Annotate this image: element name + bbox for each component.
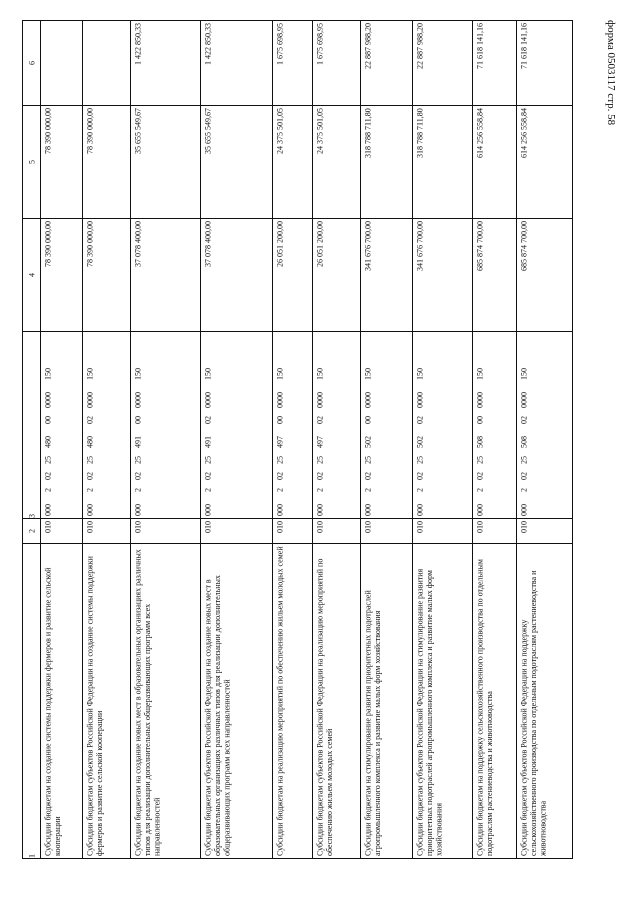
budget-code-segment: 25 xyxy=(275,456,284,464)
budget-code-segment: 0000 xyxy=(475,392,484,408)
budget-code-segment: 02 xyxy=(315,472,324,480)
column-number: 1 xyxy=(23,544,41,859)
row-name-cell: Субсидии бюджетам субъектов Российской Федерации на поддержку сельскохозяйственного производства по отдельным подотраслям растениеводства и животноводства xyxy=(517,544,573,859)
unexecuted-amount-cell: 71 618 141,16 xyxy=(473,21,517,106)
unexecuted-amount-cell: 1 422 850,33 xyxy=(201,21,273,106)
budget-code-segment: 150 xyxy=(275,368,284,380)
column-6-row xyxy=(23,21,573,106)
budget-code-cell xyxy=(361,332,413,519)
budget-code-segment: 02 xyxy=(85,416,94,424)
row-name-cell: Субсидии бюджетам на создание системы поддержки фермеров и развитие сельской кооперации xyxy=(41,544,83,859)
budget-code-segment: 497 xyxy=(315,436,324,448)
column-number: 3 xyxy=(23,332,41,519)
row-name-cell: Субсидии бюджетам на создание новых мест в образовательных организациях различных типов для реализации дополнительных общеразвивающих программ всех направленностей xyxy=(131,544,201,859)
budget-code-segment: 2 xyxy=(203,488,212,492)
budget-code-segment: 000 xyxy=(315,504,324,516)
column-4-row xyxy=(23,219,573,332)
budget-code-segment: 2 xyxy=(85,488,94,492)
unexecuted-amount-cell: 22 887 988,20 xyxy=(413,21,473,106)
column-number: 6 xyxy=(23,21,41,106)
executed-amount-cell: 318 788 711,80 xyxy=(413,106,473,219)
budget-code-segment: 25 xyxy=(519,456,528,464)
budget-code-segment: 02 xyxy=(203,416,212,424)
budget-code-segment: 480 xyxy=(43,436,52,448)
executed-amount-cell: 35 655 549,67 xyxy=(201,106,273,219)
column-5-row xyxy=(23,106,573,219)
budget-code-segment: 000 xyxy=(475,504,484,516)
row-name-cell: Субсидии бюджетам на реализацию мероприятий по обеспечению жильем молодых семей xyxy=(273,544,313,859)
unexecuted-amount-cell: 1 675 698,95 xyxy=(313,21,361,106)
budget-code-segment: 000 xyxy=(43,504,52,516)
budget-code-segment: 0000 xyxy=(415,392,424,408)
budget-code-segment: 2 xyxy=(315,488,324,492)
budget-code-segment: 02 xyxy=(85,472,94,480)
executed-amount-cell: 614 256 558,84 xyxy=(473,106,517,219)
budget-code-segment: 150 xyxy=(415,368,424,380)
row-name-cell: Субсидии бюджетам на стимулирование развития приоритетных подотраслей агропромышленного комплекса и развитие малых форм хозяйствования xyxy=(361,544,413,859)
budget-code-segment: 150 xyxy=(133,368,142,380)
executed-amount-cell: 35 655 549,67 xyxy=(131,106,201,219)
budget-code-segment: 000 xyxy=(275,504,284,516)
approved-amount-cell: 685 874 700,00 xyxy=(517,219,573,332)
column-number: 4 xyxy=(23,219,41,332)
budget-code-segment: 150 xyxy=(43,368,52,380)
budget-code-segment: 2 xyxy=(363,488,372,492)
budget-code-segment: 000 xyxy=(203,504,212,516)
budget-code-segment: 00 xyxy=(475,416,484,424)
line-code-cell: 010 xyxy=(413,519,473,544)
approved-amount-cell: 78 390 000,00 xyxy=(83,219,131,332)
budget-code-segment: 0000 xyxy=(275,392,284,408)
line-code-cell: 010 xyxy=(473,519,517,544)
line-code-cell: 010 xyxy=(313,519,361,544)
budget-code-segment: 25 xyxy=(315,456,324,464)
budget-code-segment: 00 xyxy=(275,416,284,424)
budget-code-segment: 000 xyxy=(363,504,372,516)
budget-code-cell xyxy=(473,332,517,519)
approved-amount-cell: 37 078 400,00 xyxy=(131,219,201,332)
budget-code-segment: 000 xyxy=(133,504,142,516)
budget-code-segment: 502 xyxy=(363,436,372,448)
budget-code-segment: 0000 xyxy=(363,392,372,408)
budget-code-segment: 25 xyxy=(133,456,142,464)
budget-code-segment: 02 xyxy=(133,472,142,480)
column-number: 2 xyxy=(23,519,41,544)
budget-code-segment: 25 xyxy=(363,456,372,464)
budget-code-segment: 02 xyxy=(415,416,424,424)
line-code-cell: 010 xyxy=(273,519,313,544)
budget-code-segment: 02 xyxy=(315,416,324,424)
budget-code-segment: 00 xyxy=(133,416,142,424)
budget-code-segment: 02 xyxy=(43,472,52,480)
budget-code-cell xyxy=(313,332,361,519)
budget-code-segment: 02 xyxy=(475,472,484,480)
budget-code-segment: 02 xyxy=(363,472,372,480)
line-code-cell: 010 xyxy=(517,519,573,544)
unexecuted-amount-cell: 1 422 850,33 xyxy=(131,21,201,106)
budget-code-segment: 508 xyxy=(475,436,484,448)
budget-code-segment: 0000 xyxy=(315,392,324,408)
budget-code-segment: 0000 xyxy=(203,392,212,408)
row-name-cell: Субсидии бюджетам субъектов Российской Федерации на стимулирование развития приоритетных подотраслей агропромышленного комплекса и развитие малых форм хозяйствования xyxy=(413,544,473,859)
budget-code-segment: 150 xyxy=(315,368,324,380)
row-name-cell: Субсидии бюджетам субъектов Российской Федерации на создание системы поддержки фермеров и развитие сельской кооперации xyxy=(83,544,131,859)
budget-code-segment: 000 xyxy=(85,504,94,516)
budget-code-segment: 0000 xyxy=(519,392,528,408)
executed-amount-cell: 78 390 000,00 xyxy=(83,106,131,219)
approved-amount-cell: 37 078 400,00 xyxy=(201,219,273,332)
budget-code-segment: 0000 xyxy=(85,392,94,408)
budget-code-segment: 0000 xyxy=(43,392,52,408)
column-1-row xyxy=(23,544,573,859)
budget-code-segment: 491 xyxy=(133,436,142,448)
form-header: форма 0503117 стр. 58 xyxy=(605,20,617,126)
budget-code-segment: 508 xyxy=(519,436,528,448)
budget-code-segment: 497 xyxy=(275,436,284,448)
executed-amount-cell: 24 375 501,05 xyxy=(273,106,313,219)
approved-amount-cell: 26 051 200,00 xyxy=(273,219,313,332)
budget-code-segment: 02 xyxy=(415,472,424,480)
approved-amount-cell: 341 676 700,00 xyxy=(413,219,473,332)
budget-code-cell xyxy=(517,332,573,519)
approved-amount-cell: 26 051 200,00 xyxy=(313,219,361,332)
budget-code-segment: 000 xyxy=(415,504,424,516)
executed-amount-cell: 24 375 501,05 xyxy=(313,106,361,219)
line-code-cell: 010 xyxy=(201,519,273,544)
approved-amount-cell: 685 874 700,00 xyxy=(473,219,517,332)
budget-code-segment: 02 xyxy=(519,472,528,480)
budget-code-segment: 150 xyxy=(203,368,212,380)
budget-code-segment: 2 xyxy=(475,488,484,492)
budget-code-segment: 2 xyxy=(415,488,424,492)
executed-amount-cell: 318 788 711,80 xyxy=(361,106,413,219)
budget-code-segment: 00 xyxy=(363,416,372,424)
approved-amount-cell: 78 390 000,00 xyxy=(41,219,83,332)
row-name-cell: Субсидии бюджетам субъектов Российской Федерации на реализацию мероприятий по обеспечению жильем молодых семей xyxy=(313,544,361,859)
column-number: 5 xyxy=(23,106,41,219)
budget-code-segment: 25 xyxy=(475,456,484,464)
budget-code-segment: 25 xyxy=(85,456,94,464)
budget-code-segment: 150 xyxy=(85,368,94,380)
budget-code-segment: 25 xyxy=(203,456,212,464)
unexecuted-amount-cell xyxy=(83,21,131,106)
unexecuted-amount-cell: 71 618 141,16 xyxy=(517,21,573,106)
budget-execution-table xyxy=(22,20,573,859)
executed-amount-cell: 614 256 558,84 xyxy=(517,106,573,219)
budget-code-segment: 2 xyxy=(43,488,52,492)
budget-code-segment: 491 xyxy=(203,436,212,448)
budget-code-segment: 02 xyxy=(519,416,528,424)
line-code-cell: 010 xyxy=(361,519,413,544)
unexecuted-amount-cell: 22 887 988,20 xyxy=(361,21,413,106)
column-2-row xyxy=(23,519,573,544)
budget-code-cell xyxy=(41,332,83,519)
line-code-cell: 010 xyxy=(41,519,83,544)
budget-code-segment: 25 xyxy=(43,456,52,464)
budget-code-segment: 480 xyxy=(85,436,94,448)
column-3-row xyxy=(23,332,573,519)
budget-code-cell xyxy=(273,332,313,519)
budget-code-segment: 2 xyxy=(133,488,142,492)
budget-code-segment: 502 xyxy=(415,436,424,448)
budget-code-segment: 25 xyxy=(415,456,424,464)
row-name-cell: Субсидии бюджетам на поддержку сельскохозяйственного производства по отдельным подотраслям растениеводства и животноводства xyxy=(473,544,517,859)
budget-code-cell xyxy=(83,332,131,519)
budget-code-cell xyxy=(131,332,201,519)
budget-code-segment: 00 xyxy=(43,416,52,424)
unexecuted-amount-cell xyxy=(41,21,83,106)
line-code-cell: 010 xyxy=(131,519,201,544)
budget-code-segment: 150 xyxy=(519,368,528,380)
budget-code-segment: 2 xyxy=(519,488,528,492)
budget-code-cell xyxy=(413,332,473,519)
budget-code-segment: 2 xyxy=(275,488,284,492)
budget-code-segment: 150 xyxy=(363,368,372,380)
budget-code-segment: 150 xyxy=(475,368,484,380)
unexecuted-amount-cell: 1 675 698,95 xyxy=(273,21,313,106)
budget-code-segment: 000 xyxy=(519,504,528,516)
budget-code-cell xyxy=(201,332,273,519)
budget-code-segment: 02 xyxy=(275,472,284,480)
row-name-cell: Субсидии бюджетам субъектов Российской Федерации на создание новых мест в образовательных организациях различных типов для реализации дополнительных общеразвивающих программ всех направленностей xyxy=(201,544,273,859)
budget-code-segment: 0000 xyxy=(133,392,142,408)
approved-amount-cell: 341 676 700,00 xyxy=(361,219,413,332)
budget-code-segment: 02 xyxy=(203,472,212,480)
executed-amount-cell: 78 390 000,00 xyxy=(41,106,83,219)
line-code-cell: 010 xyxy=(83,519,131,544)
